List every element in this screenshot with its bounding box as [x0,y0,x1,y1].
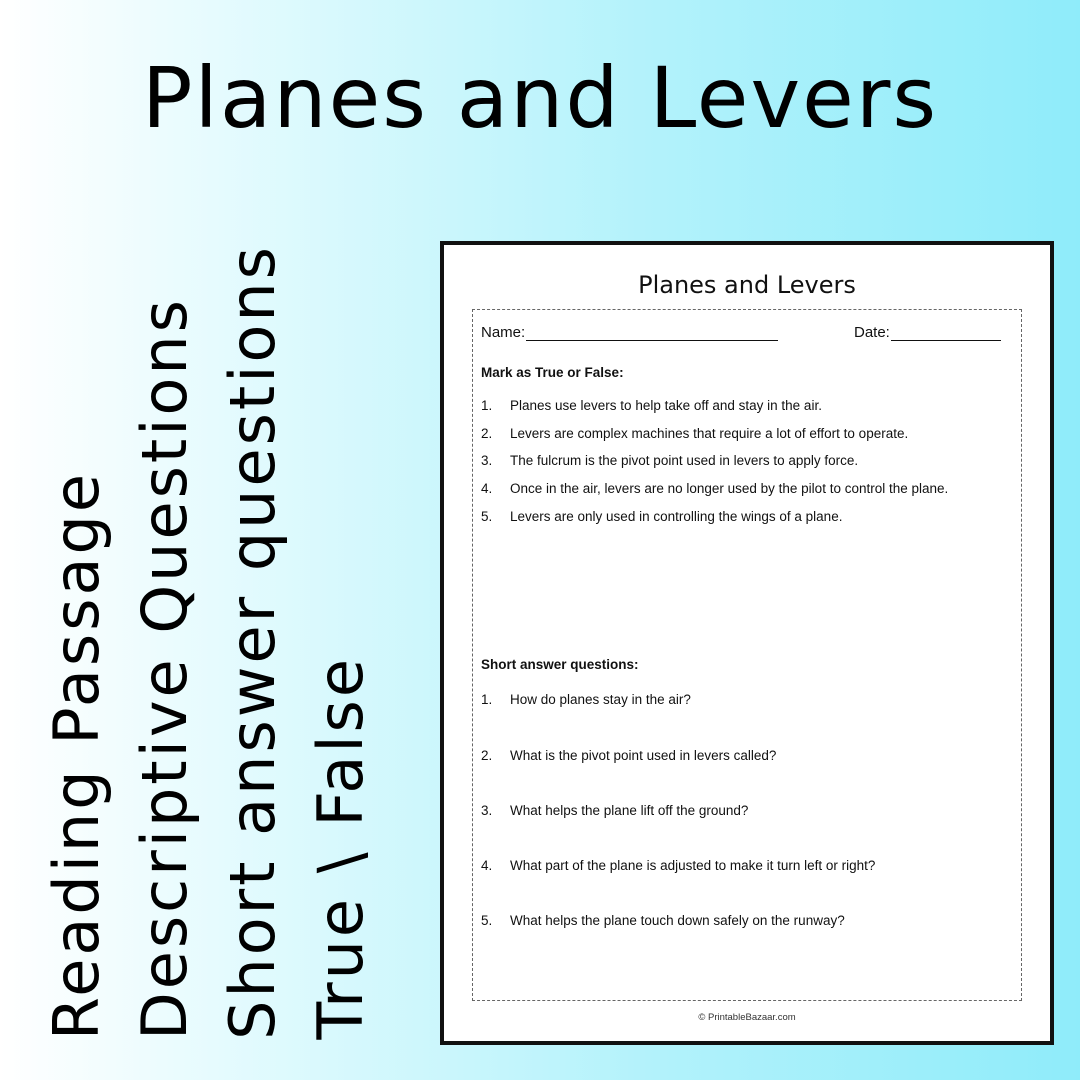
name-blank-line [526,326,778,341]
feature-list [40,244,377,1040]
true-false-item: 3. The fulcrum is the pivot point used in levers to apply force. [481,453,859,468]
true-false-heading: Mark as True or False: [481,365,624,380]
short-answer-item: 4. What part of the plane is adjusted to make it turn left or right? [481,858,876,873]
true-false-item: 1. Planes use levers to help take off and stay in the air. [481,398,822,413]
true-false-item: 5. Levers are only used in controlling the wings of a plane. [481,509,843,524]
worksheet-title: Planes and Levers [638,271,856,299]
short-answer-item: 5. What helps the plane touch down safely on the runway? [481,913,845,928]
short-answer-item: 2. What is the pivot point used in levers called? [481,748,777,763]
name-field [481,324,778,341]
true-false-item: 4. Once in the air, levers are no longer used by the pilot to control the plane. [481,481,949,496]
short-answer-heading: Short answer questions: [481,657,639,672]
feature-true-false: True \ False [304,656,377,1040]
feature-descriptive-questions: Descriptive Questions [128,296,201,1040]
page-title: Planes and Levers [141,49,939,147]
feature-reading-passage: Reading Passage [40,470,113,1040]
short-answer-item: 3. What helps the plane lift off the ground? [481,803,749,818]
copyright-footer: © PrintableBazaar.com [698,1012,796,1023]
worksheet-preview [440,241,1054,1045]
short-answer-item: 1. How do planes stay in the air? [481,692,691,707]
worksheet-frame [472,309,1022,1001]
date-field [854,324,1001,341]
name-label: Name: [481,324,526,341]
date-blank-line [891,326,1001,341]
true-false-item: 2. Levers are complex machines that require a lot of effort to operate. [481,426,909,441]
feature-short-answer-questions: Short answer questions [216,244,289,1040]
date-label: Date: [854,324,890,341]
